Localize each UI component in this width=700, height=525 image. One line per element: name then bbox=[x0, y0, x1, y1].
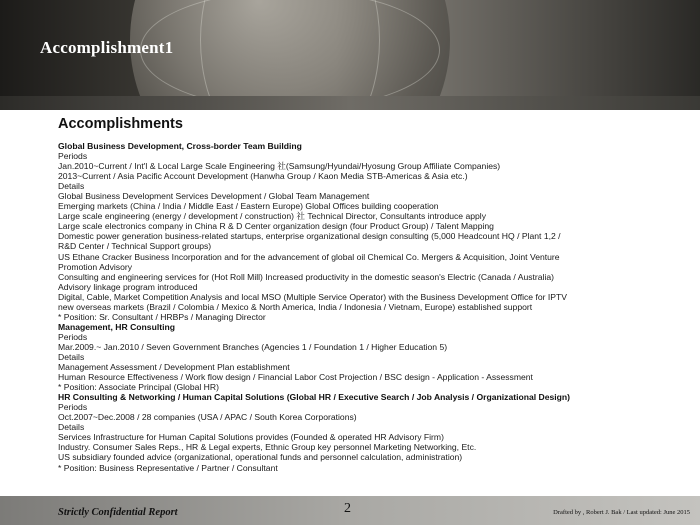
text-line: Management Assessment / Development Plan establishment bbox=[58, 362, 290, 373]
section-subheading: Management, HR Consulting bbox=[58, 321, 175, 332]
author-note: Drafted by , Robert J. Bak / Last updated: June 2015 bbox=[553, 509, 690, 516]
text-line: Industry. Consumer Sales Reps., HR & Legal experts, Ethnic Group key personnel Marketing Networking, Etc. bbox=[58, 442, 477, 453]
section-subheading: HR Consulting & Networking / Human Capital Solutions (Global HR / Executive Search / Job Analysis / Organizational Design) bbox=[58, 392, 571, 403]
text-line: Promotion Advisory bbox=[58, 261, 133, 272]
page-number: 2 bbox=[344, 501, 351, 516]
text-line: Jan.2010~Current / Int'l & Local Large Scale Engineering 社(Samsung/Hyundai/Hyosung Group Affiliate Companies) bbox=[58, 161, 501, 172]
text-line: Periods bbox=[58, 151, 88, 162]
text-line: Digital, Cable, Market Competition Analysis and local MSO (Multiple Service Operator) with the Business Development Office for IPTV bbox=[58, 291, 567, 302]
text-line: * Position: Associate Principal (Global HR) bbox=[58, 382, 219, 393]
text-line: Consulting and engineering services for (Hot Roll Mill) Increased productivity in the domestic season's Electric (Canada / Australia) bbox=[58, 271, 555, 282]
text-line: Human Resource Effectiveness / Work flow design / Financial Labor Cost Projection / BSC design - Application - Assessment bbox=[58, 372, 533, 383]
text-line: Advisory linkage program introduced bbox=[58, 281, 198, 292]
text-line: Details bbox=[58, 351, 85, 362]
text-line: Details bbox=[58, 181, 85, 192]
page-title: Accomplishment1 bbox=[40, 38, 174, 57]
text-line: Oct.2007~Dec.2008 / 28 companies (USA / APAC / South Korea Corporations) bbox=[58, 412, 357, 423]
text-line: Global Business Development Services Development / Global Team Management bbox=[58, 191, 370, 202]
text-line: Emerging markets (China / India / Middle East / Eastern Europe) Global Offices building cooperation bbox=[58, 201, 439, 212]
text-line: 2013~Current / Asia Pacific Account Development (Hanwha Group / Kaon Media STB-Americas & Asia etc.) bbox=[58, 171, 468, 182]
text-line: Mar.2009.~ Jan.2010 / Seven Government Branches (Agencies 1 / Foundation 1 / Higher Education 5) bbox=[58, 341, 448, 352]
text-line: Domestic power generation business-related startups, enterprise organizational design consulting (5,000 Headcount HQ / Plant 1,2 / bbox=[58, 231, 561, 242]
section-subheading: Global Business Development, Cross-border Team Building bbox=[58, 141, 302, 151]
text-line: * Position: Sr. Consultant / HRBPs / Managing Director bbox=[58, 311, 266, 322]
text-line: US subsidiary founded advice (organizational, operational funds and personnel calculation, administration) bbox=[58, 452, 463, 463]
text-line: new overseas markets (Brazil / Colombia / Mexico & North America, India / Indonesia / Vietnam, Europe) established support bbox=[58, 301, 533, 312]
text-line: Periods bbox=[58, 331, 88, 342]
text-line: US Ethane Cracker Business Incorporation and for the advancement of global oil Chemical Co. Mergers & Acquisition, Joint Venture bbox=[58, 251, 560, 262]
section-heading: Accomplishments bbox=[58, 116, 183, 132]
confidential-label: Strictly Confidential Report bbox=[58, 507, 178, 518]
footer-bar bbox=[0, 496, 700, 525]
banner-bottom-bar bbox=[0, 96, 700, 110]
text-line: * Position: Business Representative / Partner / Consultant bbox=[58, 462, 278, 473]
text-line: Large scale electronics company in China R & D Center organization design (four Product Group) / Talent Mapping bbox=[58, 221, 494, 232]
text-line: Services Infrastructure for Human Capital Solutions provides (Founded & operated HR Advisory Firm) bbox=[58, 432, 444, 443]
accomplishment-list bbox=[58, 141, 678, 473]
header-banner bbox=[0, 0, 700, 110]
text-line: Large scale engineering (energy / development / construction) 社 Technical Director, Consultants introduce apply bbox=[58, 211, 487, 222]
text-line: Periods bbox=[58, 402, 88, 413]
text-line: R&D Center / Technical Support groups) bbox=[58, 241, 212, 252]
main-content bbox=[58, 116, 678, 473]
text-line: Details bbox=[58, 422, 85, 433]
